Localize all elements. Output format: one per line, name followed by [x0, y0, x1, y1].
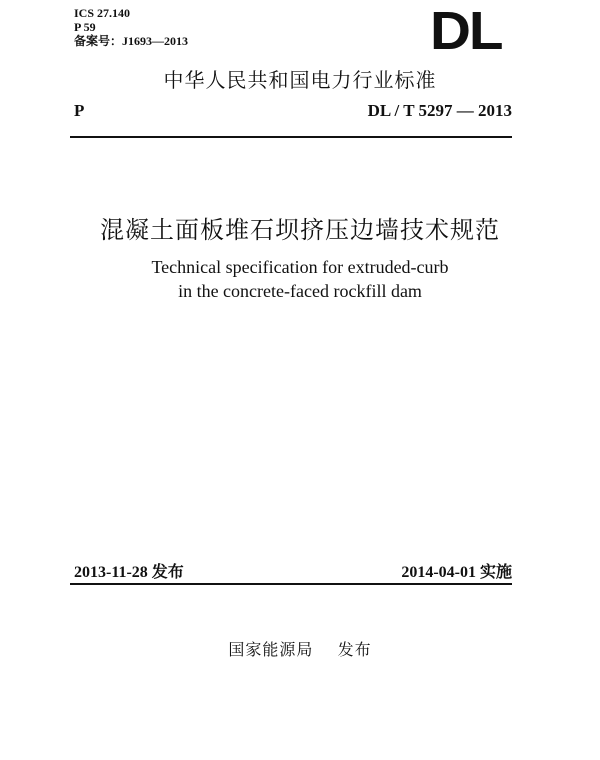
dl-logo: DL — [430, 10, 502, 52]
document-title-english-line2: in the concrete-faced rockfill dam — [178, 281, 422, 301]
industry-standard-title: 中华人民共和国电力行业标准 — [163, 68, 437, 92]
top-divider — [70, 136, 512, 138]
issuing-authority: 国家能源局 发布 — [228, 640, 372, 659]
standard-number: DL / T 5297 — 2013 — [367, 101, 512, 120]
record-number: 备案号：J1693—2013 — [74, 34, 189, 48]
implementation-date: 2014-04-01 实施 — [401, 564, 512, 581]
classification-code: P 59 — [74, 20, 96, 34]
bottom-divider — [70, 583, 512, 585]
issue-date: 2013-11-28 发布 — [74, 564, 184, 581]
category-code: P — [74, 101, 85, 120]
ics-code: ICS 27.140 — [74, 6, 131, 20]
document-title-english-line1: Technical specification for extruded-curb — [151, 257, 449, 277]
document-title-chinese: 混凝土面板堆石坝挤压边墙技术规范 — [100, 216, 500, 244]
